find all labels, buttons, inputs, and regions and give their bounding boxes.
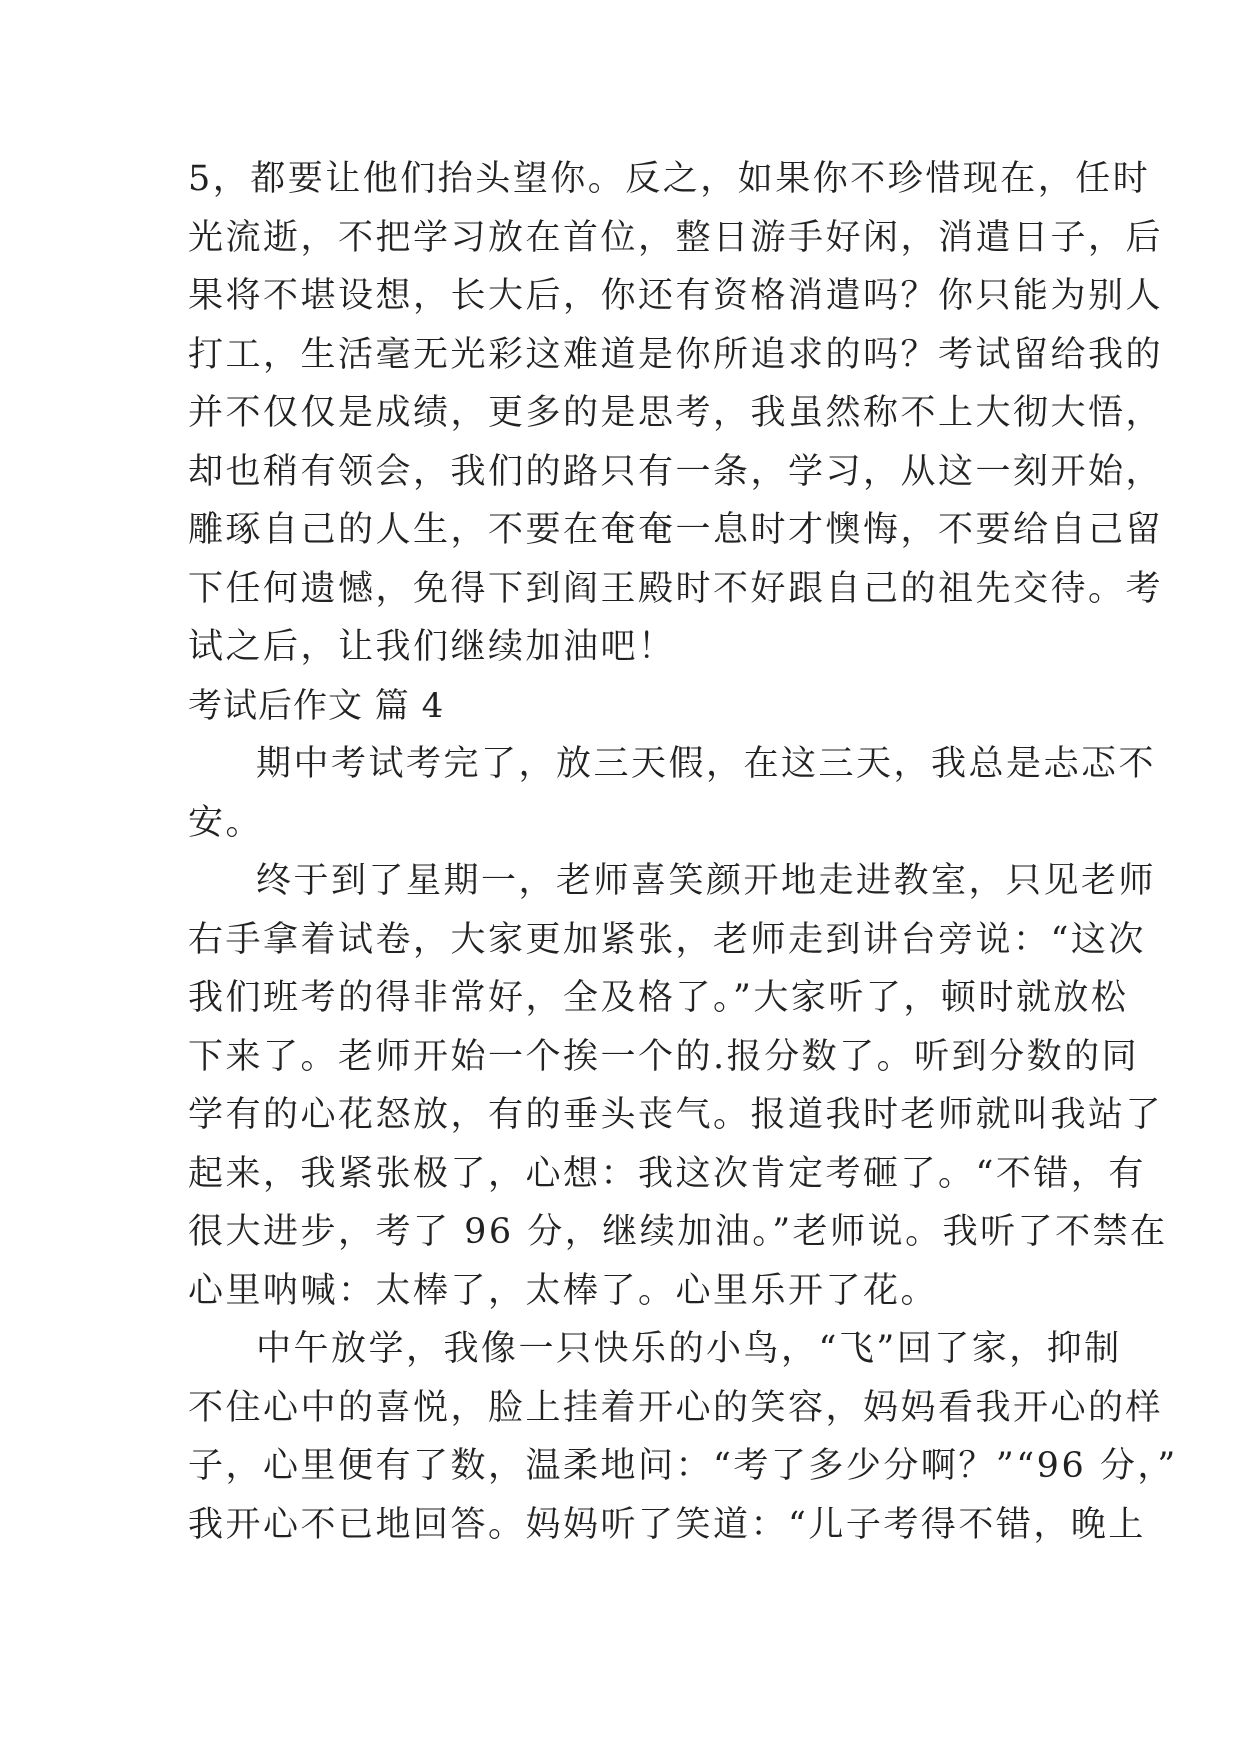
text-line: 却也稍有领会，我们的路只有一条，学习，从这一刻开始，	[188, 451, 1164, 492]
text-line: 5，都要让他们抬头望你。反之，如果你不珍惜现在，任时	[188, 159, 1151, 199]
text-line: 学有的心花怒放，有的垂头丧气。报道我时老师就叫我站了	[188, 1095, 1164, 1135]
section-heading: 考试后作文 篇 4	[188, 685, 445, 726]
text-line: 光流逝，不把学习放在首位，整日游手好闲，消遣日子，后	[188, 217, 1164, 258]
text-line: 打工，生活毫无光彩这难道是你所追求的吗？考试留给我的	[188, 334, 1164, 375]
paragraph-first-line: 终于到了星期一，老师喜笑颜开地走进教室，只见老师	[256, 861, 1157, 901]
text-line: 雕琢自己的人生，不要在奄奄一息时才懊悔，不要给自己留	[188, 510, 1164, 550]
text-line: 不住心中的喜悦，脸上挂着开心的笑容，妈妈看我开心的样	[188, 1387, 1164, 1428]
text-line: 我们班考的得非常好，全及格了。”大家听了，顿时就放松	[188, 978, 1129, 1018]
text-line: 安。	[188, 802, 264, 843]
paragraph-first-line: 期中考试考完了，放三天假，在这三天，我总是忐忑不	[256, 744, 1157, 784]
text-line: 右手拿着试卷，大家更加紧张，老师走到讲台旁说：“这次	[188, 919, 1146, 960]
text-line: 我开心不已地回答。妈妈听了笑道：“儿子考得不错，晚上	[188, 1504, 1146, 1545]
text-line: 起来，我紧张极了，心想：我这次肯定考砸了。“不错，有	[188, 1153, 1146, 1194]
text-line: 下任何遗憾，免得下到阎王殿时不好跟自己的祖先交待。考	[188, 568, 1164, 609]
paragraph-first-line: 中午放学，我像一只快乐的小鸟，“飞”回了家，抑制	[256, 1329, 1122, 1369]
text-line: 心里呐喊：太棒了，太棒了。心里乐开了花。	[188, 1270, 939, 1311]
text-line: 很大进步，考了 96 分，继续加油。”老师说。我听了不禁在	[188, 1212, 1168, 1252]
text-line: 果将不堪设想，长大后，你还有资格消遣吗？你只能为别人	[188, 276, 1164, 316]
document-body	[188, 150, 1178, 1554]
text-line: 下来了。老师开始一个挨一个的.报分数了。听到分数的同	[188, 1036, 1140, 1077]
text-line: 试之后，让我们继续加油吧！	[188, 627, 676, 667]
text-line: 子，心里便有了数，温柔地问：“考了多少分啊？”“96 分，”	[188, 1446, 1178, 1486]
text-line: 并不仅仅是成绩，更多的是思考，我虽然称不上大彻大悟，	[188, 393, 1164, 433]
